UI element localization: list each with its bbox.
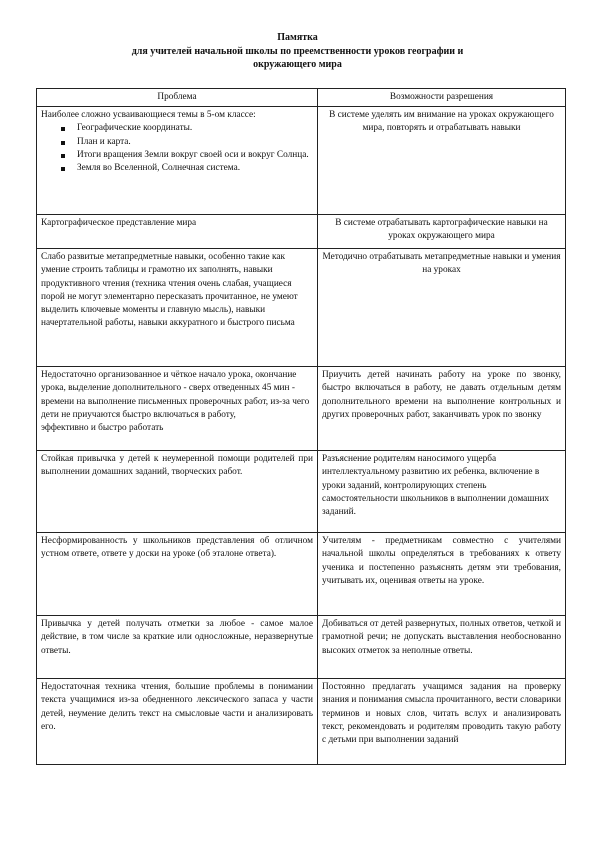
solution-cell: Постоянно предлагать учащимся задания на проверку знания и понимания смысла прочитанного, вести словарики терминов и новых слов, читать вслух и анализировать текст, рекомендовать и родителям проводить такую работу с детьми при выполнении заданий bbox=[318, 679, 566, 765]
table-row bbox=[37, 367, 566, 451]
table-row bbox=[37, 533, 566, 616]
list-item: Географические координаты. bbox=[77, 122, 313, 135]
problem-cell bbox=[37, 367, 318, 451]
table-row bbox=[37, 616, 566, 679]
table-row bbox=[37, 249, 566, 367]
table-row bbox=[37, 215, 566, 249]
solution-cell: Приучить детей начинать работу на уроке по звонку, быстро включаться в работу, не давать отдельным детям дополнительного времени на выполнение контрольных и других проверочных работ, заканчивать урок по звонку bbox=[318, 367, 566, 451]
solution-cell: В системе уделять им внимание на уроках окружающего мира, повторять и отрабатывать навыки bbox=[318, 107, 566, 215]
solution-cell: Учителям - предметникам совместно с учителями начальной школы определяться в требованиях к ответу ученика и постепенно разъяснять детям эти требования, учитывать их, оценивая ответы на уроке. bbox=[318, 533, 566, 616]
solution-cell: Добиваться от детей развернутых, полных ответов, четкой и грамотной речи; не допускать выставления необоснованно высоких отметок за неполные ответы. bbox=[318, 616, 566, 679]
header-problem: Проблема bbox=[37, 89, 318, 107]
memo-subtitle-line2: окружающего мира bbox=[253, 59, 342, 70]
table-row bbox=[37, 451, 566, 533]
problem-cell: Слабо развитые метапредметные навыки, особенно такие как умение строить таблицы и грамотно их заполнять, навыки продуктивного чтения (техника чтения очень слабая, учащиеся порой не могут элементарно пересказать прочитанное, не умеют выделить ключевые моменты и главную мысль), навыки начертательной работы, навыки аккуратного и быстрого письма bbox=[37, 249, 318, 367]
table-row bbox=[37, 107, 566, 215]
problem-text: Наиболее сложно усваивающиеся темы в 5-ом классе: bbox=[41, 110, 256, 121]
problem-cell: Картографическое представление мира bbox=[37, 215, 318, 249]
topics-list bbox=[41, 122, 313, 175]
list-item: План и карта. bbox=[77, 136, 313, 149]
problem-text: Недостаточно организованное и чёткое начало урока, окончание урока, выделение дополнительного - сверх отведенных 45 мин - времени на выполнение письменных проверочных работ, из-за чего дети не приучаются быстро включаться в работу, bbox=[41, 370, 310, 420]
problem-cell: Несформированность у школьников представления об отличном устном ответе, ответе у доски на уроке (об эталоне ответа). bbox=[37, 533, 318, 616]
problem-cell bbox=[37, 107, 318, 215]
list-item: Итоги вращения Земли вокруг своей оси и вокруг Солнца. bbox=[77, 149, 313, 162]
solution-cell: Разъяснение родителям наносимого ущерба интеллектуальному развитию их ребенка, включение в уроки заданий, контролирующих степень самостоятельности школьников в выполнении домашних заданий. bbox=[318, 451, 566, 533]
header-solution: Возможности разрешения bbox=[318, 89, 566, 107]
solution-cell: В системе отрабатывать картографические навыки на уроках окружающего мира bbox=[318, 215, 566, 249]
memo-subtitle-line1: для учителей начальной школы по преемственности уроков географии и bbox=[131, 46, 464, 57]
problem-cell: Недостаточная техника чтения, большие проблемы в понимании текста учащимися из-за обедненного лексического запаса у части детей, неумение делить текст на смысловые части и анализировать его. bbox=[37, 679, 318, 765]
list-item: Земля во Вселенной, Солнечная система. bbox=[77, 162, 313, 175]
problem-cell: Стойкая привычка у детей к неумеренной помощи родителей при выполнении домашних заданий, творческих работ. bbox=[37, 451, 318, 533]
problem-cell: Привычка у детей получать отметки за любое - самое малое действие, в том числе за краткие или односложные, неразвернутые ответы. bbox=[37, 616, 318, 679]
table-header-row bbox=[37, 89, 566, 107]
solution-cell: Методично отрабатывать метапредметные навыки и умения на уроках bbox=[318, 249, 566, 367]
problem-text-extra: эффективно и быстро работать bbox=[41, 423, 164, 434]
table-row bbox=[37, 679, 566, 765]
memo-table bbox=[36, 88, 566, 765]
memo-title: Памятка bbox=[277, 32, 318, 43]
